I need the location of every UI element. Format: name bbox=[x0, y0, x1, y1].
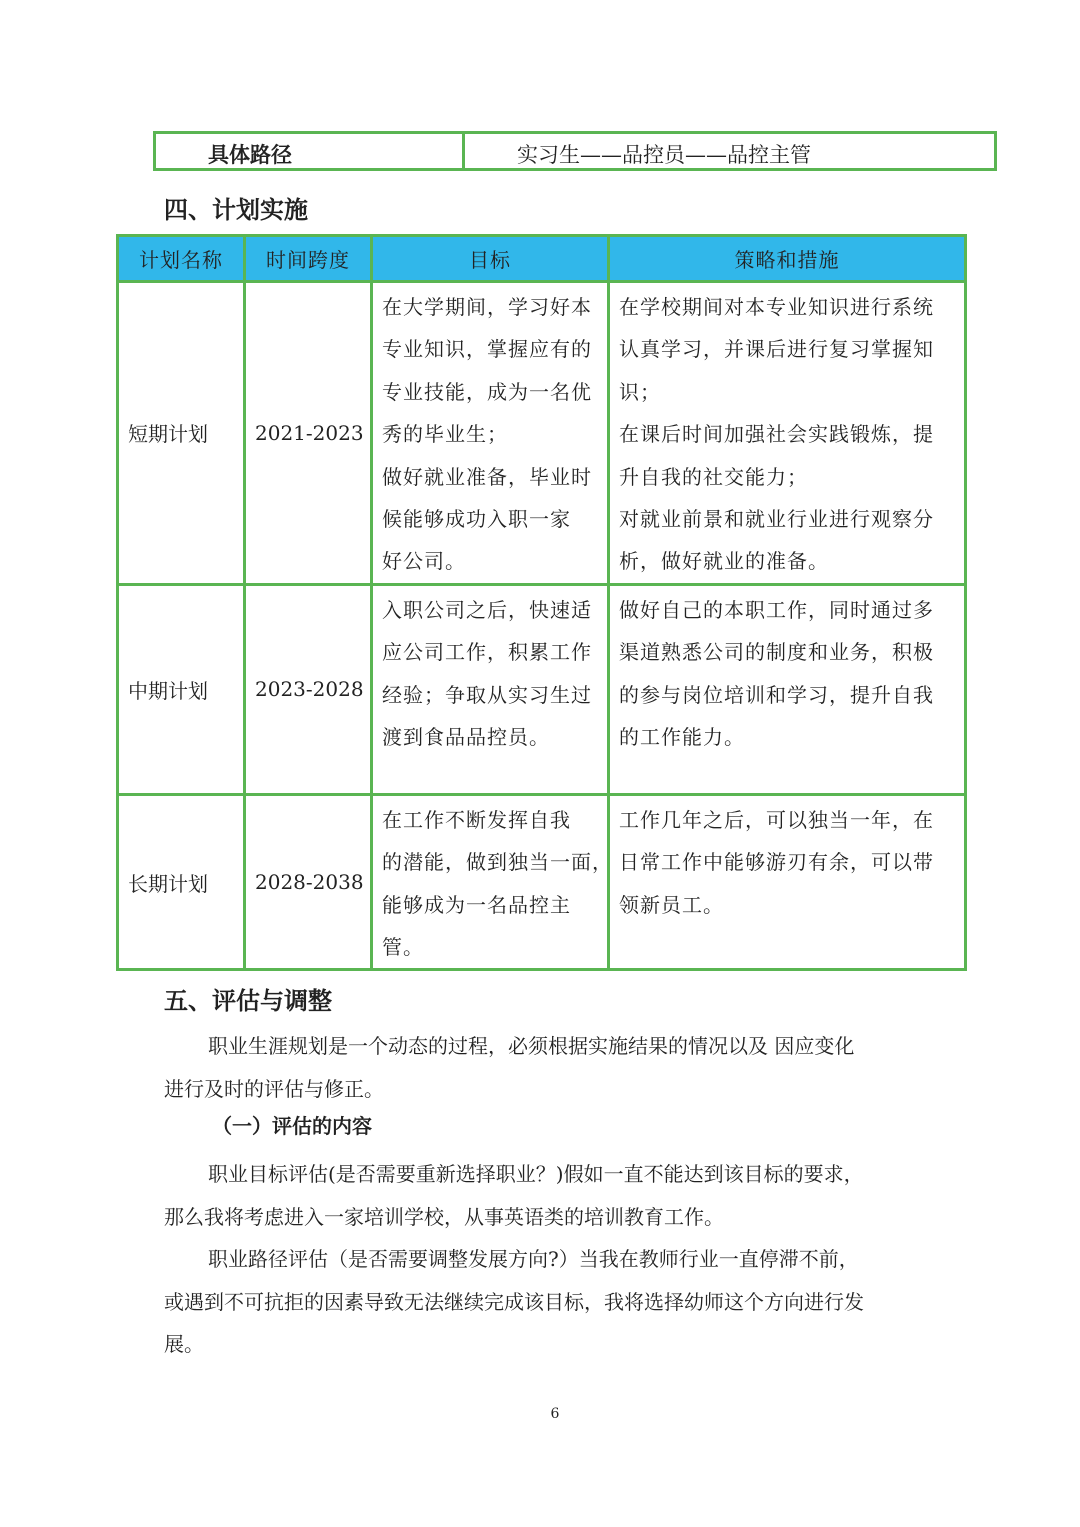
path-evaluation-paragraph bbox=[164, 1238, 924, 1366]
goal-line: 渡到食品品控员。 bbox=[382, 725, 550, 750]
row-strategy bbox=[609, 584, 966, 794]
goal-line: 应公司工作，积累工作 bbox=[382, 640, 592, 665]
goal-line: 在大学期间，学习好本 bbox=[382, 295, 592, 319]
goal-line: 管。 bbox=[382, 935, 424, 960]
strategy-line: 在学校期间对本专业知识进行系统 bbox=[619, 295, 934, 319]
paragraph-line: 展。 bbox=[164, 1332, 204, 1356]
subheading-evaluation-content: （一）评估的内容 bbox=[212, 1114, 372, 1138]
section-5-heading: 五、评估与调整 bbox=[164, 987, 332, 1015]
row-time-span: 2023-2028 bbox=[245, 584, 372, 794]
goal-line: 入职公司之后，快速适 bbox=[382, 597, 592, 622]
goal-line: 经验；争取从实习生过 bbox=[382, 682, 592, 707]
paragraph-line: 那么我将考虑进入一家培训学校，从事英语类的培训教育工作。 bbox=[164, 1204, 724, 1229]
goal-line: 秀的毕业生； bbox=[382, 422, 508, 447]
goal-line: 的潜能，做到独当一面， bbox=[382, 850, 613, 875]
plan-table-header-row bbox=[118, 236, 966, 282]
paragraph-line: 或遇到不可抗拒的因素导致无法继续完成该目标，我将选择幼师这个方向进行发 bbox=[164, 1289, 864, 1314]
goal-line: 能够成为一名品控主 bbox=[382, 892, 571, 917]
paragraph-line: 职业目标评估(是否需要重新选择职业？)假如一直不能达到该目标的要求， bbox=[208, 1162, 864, 1186]
intro-paragraph bbox=[164, 1025, 924, 1110]
section-4-heading: 四、计划实施 bbox=[164, 196, 308, 224]
row-goal bbox=[372, 584, 609, 794]
row-plan-name: 中期计划 bbox=[118, 584, 245, 794]
career-path-table bbox=[153, 131, 997, 171]
strategy-line: 工作几年之后，可以独当一年，在 bbox=[619, 807, 934, 832]
strategy-line: 在课后时间加强社会实践锻炼，提 bbox=[619, 422, 934, 447]
paragraph-line: 职业路径评估（是否需要调整发展方向?）当我在教师行业一直停滞不前， bbox=[208, 1247, 859, 1271]
table-row-mid-term bbox=[118, 584, 966, 794]
strategy-line: 升自我的社交能力； bbox=[619, 464, 808, 489]
header-goal: 目标 bbox=[372, 236, 609, 282]
strategy-line: 的参与岗位培训和学习，提升自我 bbox=[619, 682, 934, 707]
header-time-span: 时间跨度 bbox=[245, 236, 372, 282]
row-time-span: 2021-2023 bbox=[245, 282, 372, 585]
strategy-line: 的工作能力。 bbox=[619, 725, 745, 750]
row-strategy bbox=[609, 282, 966, 585]
paragraph-line: 进行及时的评估与修正。 bbox=[164, 1076, 384, 1101]
goal-evaluation-paragraph bbox=[164, 1153, 924, 1238]
table-row-long-term bbox=[118, 794, 966, 970]
strategy-line: 析，做好就业的准备。 bbox=[619, 549, 829, 574]
row-time-span: 2028-2038 bbox=[245, 794, 372, 970]
goal-line: 专业知识，掌握应有的 bbox=[382, 337, 592, 362]
goal-line: 做好就业准备，毕业时 bbox=[382, 464, 592, 489]
row-strategy bbox=[609, 794, 966, 970]
goal-line: 候能够成功入职一家 bbox=[382, 507, 571, 532]
goal-line: 专业技能，成为一名优 bbox=[382, 379, 592, 404]
strategy-line: 对就业前景和就业行业进行观察分 bbox=[619, 507, 934, 532]
strategy-line: 认真学习，并课后进行复习掌握知 bbox=[619, 337, 934, 362]
row-goal bbox=[372, 794, 613, 970]
strategy-line: 领新员工。 bbox=[619, 892, 724, 917]
strategy-line: 识； bbox=[619, 379, 661, 404]
table-row-short-term bbox=[118, 282, 966, 585]
row-plan-name: 长期计划 bbox=[118, 794, 245, 970]
strategy-line: 日常工作中能够游刃有余，可以带 bbox=[619, 850, 934, 875]
path-label: 具体路径 bbox=[156, 134, 465, 168]
page-number: 6 bbox=[550, 1406, 560, 1422]
row-goal bbox=[372, 282, 609, 585]
plan-table bbox=[116, 234, 967, 971]
strategy-line: 做好自己的本职工作，同时通过多 bbox=[619, 597, 934, 622]
path-value: 实习生——品控员——品控主管 bbox=[517, 143, 811, 167]
strategy-line: 渠道熟悉公司的制度和业务，积极 bbox=[619, 640, 934, 665]
row-plan-name: 短期计划 bbox=[118, 282, 245, 585]
header-strategy: 策略和措施 bbox=[609, 236, 966, 282]
header-plan-name: 计划名称 bbox=[118, 236, 245, 282]
goal-line: 在工作不断发挥自我 bbox=[382, 807, 571, 832]
paragraph-line: 职业生涯规划是一个动态的过程，必须根据实施结果的情况以及 因应变化 bbox=[208, 1034, 855, 1058]
goal-line: 好公司。 bbox=[382, 549, 466, 574]
